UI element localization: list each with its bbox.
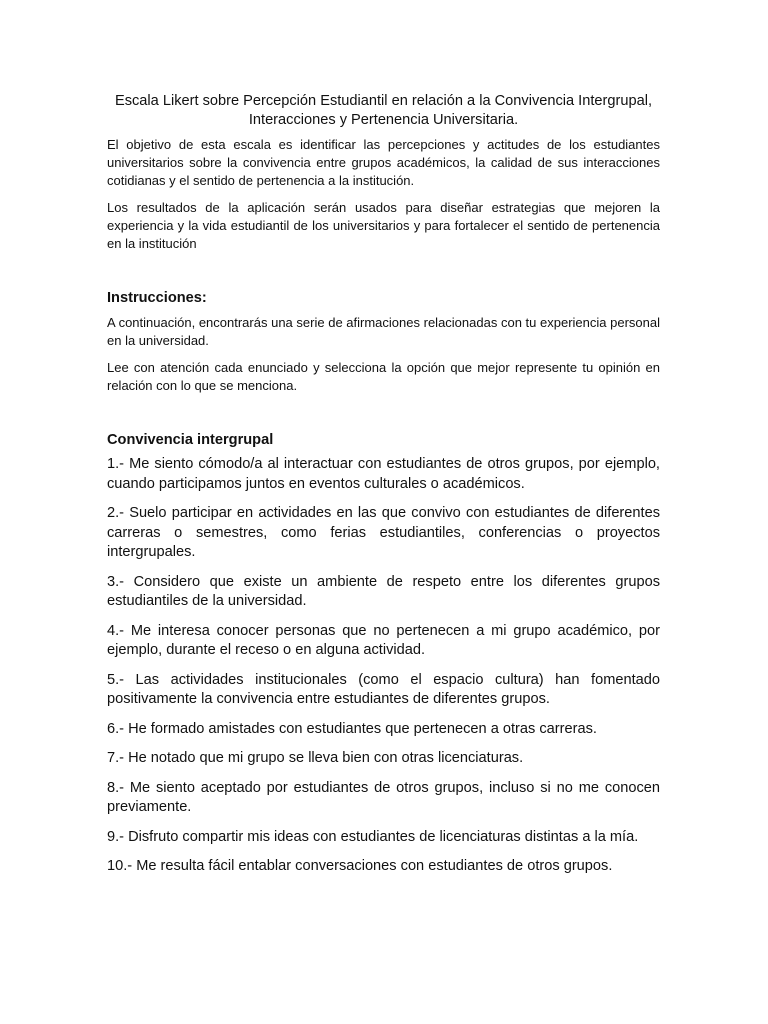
- title-line-1: Escala Likert sobre Percepción Estudiantil en relación a la Convivencia Intergrupal,: [114, 93, 653, 109]
- section-heading-convivencia: Convivencia intergrupal: [107, 432, 274, 448]
- intro-paragraph-objective: El objetivo de esta escala es identificar las percepciones y actitudes de los estudiantes universitarios sobre la convivencia entre grupos académicos, la calidad de sus interacciones cotidianas y el sentido de pertenencia a la institución.: [107, 137, 660, 188]
- list-item: 7.- He notado que mi grupo se lleva bien con otras licenciaturas.: [107, 750, 524, 766]
- intro-section: [107, 136, 660, 253]
- list-item: 8.- Me siento aceptado por estudiantes de otros grupos, incluso si no me conocen previamente.: [107, 779, 660, 815]
- list-item: 2.- Suelo participar en actividades en las que convivo con estudiantes de diferentes carreras o semestres, como ferias estudiantiles, conferencias o proyectos intergrupales.: [107, 505, 660, 560]
- list-item: 9.- Disfruto compartir mis ideas con estudiantes de licenciaturas distintas a la mía.: [107, 828, 639, 845]
- document-page: [107, 92, 660, 887]
- likert-items-list: [107, 455, 660, 877]
- instructions-paragraph-1: A continuación, encontrarás una serie de afirmaciones relacionadas con tu experiencia personal en la universidad.: [107, 315, 660, 348]
- instructions-paragraph-2: Lee con atención cada enunciado y selecciona la opción que mejor represente tu opinión en relación con lo que se menciona.: [107, 360, 660, 393]
- document-title: [97, 92, 670, 130]
- intro-paragraph-results: Los resultados de la aplicación serán usados para diseñar estrategias que mejoren la experiencia y la vida estudiantil de los universitarios y para fortalecer el sentido de pertenencia en la institución: [107, 200, 660, 251]
- instructions-section: [107, 314, 660, 395]
- list-item: 6.- He formado amistades con estudiantes que pertenecen a otras carreras.: [107, 720, 597, 737]
- list-item: 3.- Considero que existe un ambiente de respeto entre los diferentes grupos estudiantiles de la universidad.: [107, 573, 660, 609]
- list-item: 5.- Las actividades institucionales (como el espacio cultura) han fomentado positivamente la convivencia entre estudiantes de diferentes grupos.: [107, 671, 660, 707]
- list-item: 1.- Me siento cómodo/a al interactuar con estudiantes de otros grupos, por ejemplo, cuando participamos juntos en eventos culturales o académicos.: [107, 456, 660, 492]
- instructions-heading: Instrucciones:: [107, 290, 207, 306]
- list-item: 4.- Me interesa conocer personas que no pertenecen a mi grupo académico, por ejemplo, durante el receso o en alguna actividad.: [107, 622, 660, 658]
- list-item: 10.- Me resulta fácil entablar conversaciones con estudiantes de otros grupos.: [107, 858, 613, 874]
- title-line-2: Interacciones y Pertenencia Universitaria.: [248, 112, 519, 128]
